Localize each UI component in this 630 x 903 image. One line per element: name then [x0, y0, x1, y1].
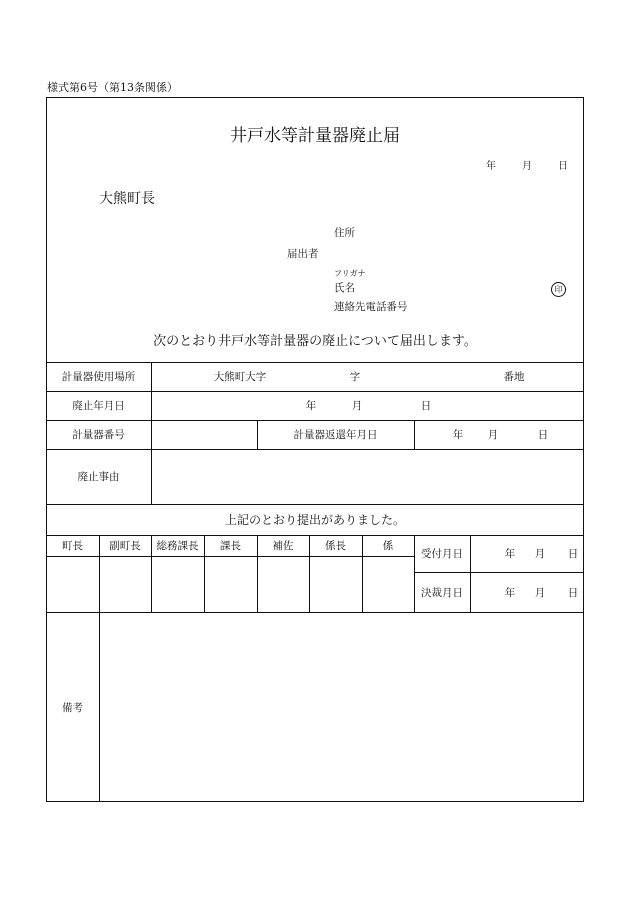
stamp-header-deputy-mayor: 副町長 — [109, 540, 141, 552]
return-date-label: 計量器返還年月日 — [293, 429, 378, 441]
location-banchi[interactable]: 番地 — [503, 371, 525, 383]
return-date-day[interactable]: 日 — [537, 429, 549, 441]
received-statement: 上記のとおり提出がありました。 — [224, 513, 405, 527]
decision-date-day[interactable]: 日 — [567, 586, 579, 599]
intro-text: 次のとおり井戸水等計量器の廃止について届出します。 — [153, 334, 477, 349]
received-date-label: 受付月日 — [421, 548, 463, 560]
applicant-furigana-label[interactable]: フリガナ — [334, 269, 366, 278]
meter-number-label: 計量器番号 — [72, 429, 125, 441]
abolish-date-day[interactable]: 日 — [420, 400, 432, 412]
location-aza[interactable]: 字 — [349, 371, 361, 383]
applicant-role-label: 届出者 — [287, 248, 319, 260]
seal-mark: 印 — [551, 282, 566, 297]
received-date-month[interactable]: 月 — [534, 548, 546, 560]
location-town[interactable]: 大熊町大字 — [213, 371, 267, 383]
submit-date-month[interactable]: 月 — [522, 161, 532, 172]
remarks-label: 備考 — [62, 701, 83, 714]
location-label: 計量器使用場所 — [61, 371, 136, 383]
abolish-date-label: 廃止年月日 — [72, 400, 125, 412]
applicant-phone-label[interactable]: 連絡先電話番号 — [334, 301, 408, 313]
form-title: 井戸水等計量器廃止届 — [230, 126, 400, 146]
received-date-year[interactable]: 年 — [504, 548, 516, 560]
form-number-label: 様式第6号（第13条関係） — [47, 81, 178, 94]
received-date-day[interactable]: 日 — [567, 548, 579, 560]
stamp-header-staff: 係 — [382, 540, 394, 552]
stamp-header-section-chief: 課長 — [220, 540, 241, 552]
submit-date-day[interactable]: 日 — [558, 161, 568, 172]
addressee: 大熊町長 — [99, 191, 155, 207]
stamp-header-general-affairs-chief: 総務課長 — [156, 540, 199, 552]
decision-date-month[interactable]: 月 — [534, 586, 546, 599]
submit-date-year[interactable]: 年 — [486, 161, 496, 172]
stamp-header-mayor: 町長 — [62, 540, 83, 552]
stamp-header-subsection-chief: 係長 — [325, 540, 346, 552]
decision-date-year[interactable]: 年 — [504, 586, 516, 599]
return-date-month[interactable]: 月 — [487, 429, 499, 441]
decision-date-label: 決裁月日 — [421, 586, 463, 599]
reason-label: 廃止事由 — [77, 471, 120, 483]
stamp-header-assistant: 補佐 — [272, 540, 294, 552]
abolish-date-year[interactable]: 年 — [305, 400, 317, 412]
applicant-name-label[interactable]: 氏名 — [334, 282, 355, 294]
applicant-address-label[interactable]: 住所 — [334, 227, 355, 239]
abolish-date-month[interactable]: 月 — [351, 400, 363, 412]
return-date-year[interactable]: 年 — [452, 429, 464, 441]
